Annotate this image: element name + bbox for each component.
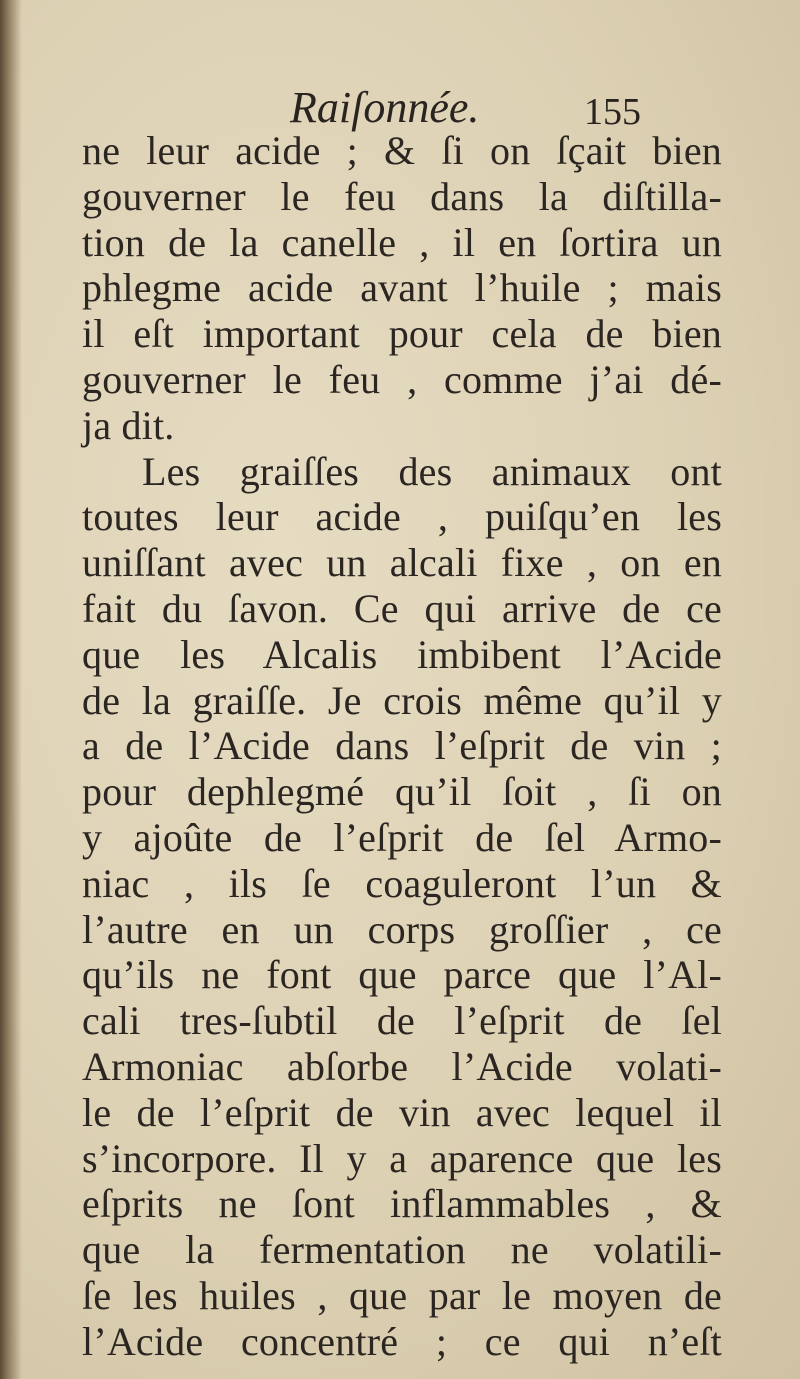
- text-line: y ajoûte de l’eſprit de ſel Armo-: [82, 814, 722, 860]
- text-line: Armoniac abſorbe l’Acide volati-: [82, 1043, 722, 1089]
- text-line: pour dephlegmé qu’il ſoit , ſi on: [82, 769, 722, 815]
- text-line: gouverner le feu dans la diſtilla-: [82, 173, 722, 219]
- body-text: [82, 128, 722, 1365]
- text-line: le de l’eſprit de vin avec lequel il: [82, 1089, 722, 1135]
- text-line: phlegme acide avant l’huile ; mais: [82, 265, 722, 311]
- paragraph-start-line: Les graiſſes des animaux ont: [142, 448, 722, 494]
- text-line: que la fermentation ne volatili-: [82, 1227, 722, 1273]
- text-line: toutes leur acide , puiſqu’en les: [82, 494, 722, 540]
- text-line: gouverner le feu , comme j’ai dé-: [82, 356, 722, 402]
- text-line: qu’ils ne font que parce que l’Al-: [82, 952, 722, 998]
- text-line: tion de la canelle , il en ſortira un: [82, 219, 722, 265]
- text-line: ne leur acide ; & ſi on ſçait bien: [82, 128, 722, 173]
- text-line: il eſt important pour cela de bien: [82, 311, 722, 357]
- text-line: que les Alcalis imbibent l’Acide: [82, 631, 722, 677]
- page-number: 155: [584, 91, 641, 133]
- running-head-title: Raiſonnée.: [290, 83, 480, 132]
- text-line: l’Acide concentré ; ce qui n’eſt: [82, 1318, 722, 1364]
- binding-shadow: [0, 0, 22, 1379]
- text-line: s’incorpore. Il y a aparence que les: [82, 1135, 722, 1181]
- text-line: eſprits ne ſont inflammables , &: [82, 1181, 722, 1227]
- text-line: l’autre en un corps groſſier , ce: [82, 906, 722, 952]
- text-line: a de l’Acide dans l’eſprit de vin ;: [82, 723, 722, 769]
- text-line: cali tres-ſubtil de l’eſprit de ſel: [82, 998, 722, 1044]
- text-line: ja dit.: [82, 402, 175, 448]
- text-line: fait du ſavon. Ce qui arrive de ce: [82, 585, 722, 631]
- text-line: ſe les huiles , que par le moyen de: [82, 1272, 722, 1318]
- text-line: niac , ils ſe coaguleront l’un &: [82, 860, 722, 906]
- text-line: uniſſant avec un alcali fixe , on en: [82, 540, 722, 586]
- text-line: de la graiſſe. Je crois même qu’il y: [82, 677, 722, 723]
